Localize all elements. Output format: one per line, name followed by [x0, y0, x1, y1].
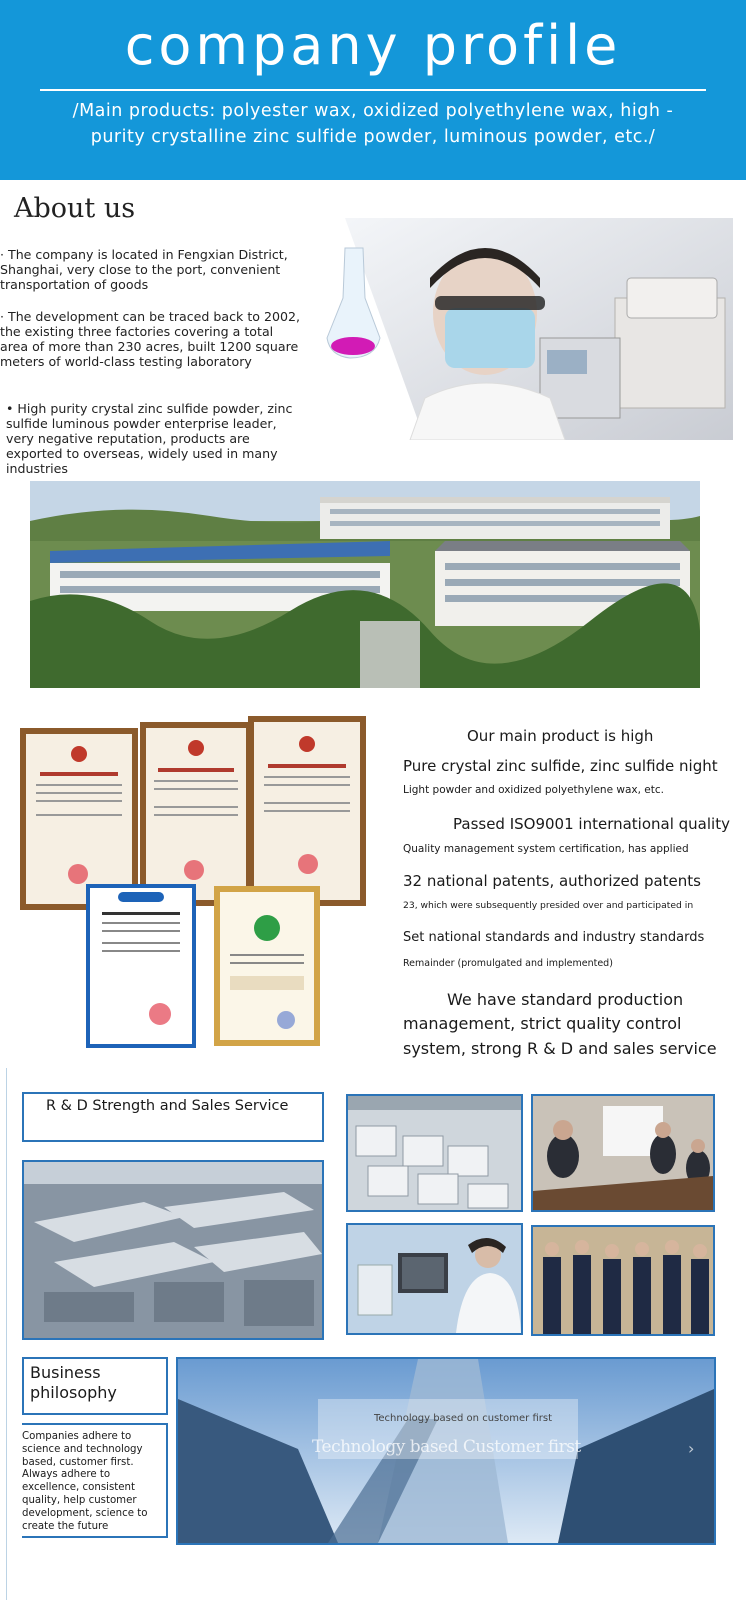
- product-line: system, strong R & D and sales service: [403, 1039, 717, 1058]
- rd-section-title: R & D Strength and Sales Service: [22, 1092, 324, 1142]
- certificate-4: [88, 886, 194, 1046]
- scientist-photo: [346, 1223, 523, 1335]
- about-title: About us: [14, 193, 136, 224]
- certificates-collage: [18, 714, 372, 1050]
- header-banner: [0, 0, 746, 180]
- product-line: Pure crystal zinc sulfide, zinc sulfide night: [403, 757, 718, 775]
- product-line: 23, which were subsequently presided over and participated in: [403, 900, 694, 911]
- philosophy-text: Companies adhere to science and technology based, customer first. Always adhere to excellence, consistent quality, help customer development, science to create the future: [22, 1423, 168, 1538]
- product-line: Set national standards and industry standards: [403, 930, 705, 945]
- title-divider: [40, 89, 706, 91]
- team-photo: [531, 1225, 715, 1336]
- subtitle-line-2: purity crystalline zinc sulfide powder, luminous powder, etc./: [90, 127, 656, 147]
- workshop-photo: [346, 1094, 523, 1212]
- product-line: Light powder and oxidized polyethylene wax, etc.: [403, 784, 664, 796]
- certificate-2: [140, 722, 252, 906]
- philosophy-title: Business philosophy: [22, 1357, 168, 1415]
- page-title: company profile: [124, 14, 622, 77]
- certificate-5: [214, 886, 320, 1046]
- certificate-3: [248, 716, 366, 906]
- about-paragraph-location: · The company is located in Fengxian District, Shanghai, very close to the port, convenient transportation of goods: [0, 247, 288, 292]
- philosophy-slide[interactable]: [176, 1357, 716, 1545]
- about-paragraph-history: · The development can be traced back to 2002, the existing three factories covering a total area of more than 230 acres, built 1200 square meters of world-class testing laboratory: [0, 309, 301, 369]
- product-line: Remainder (promulgated and implemented): [403, 958, 613, 969]
- lab-photo: [315, 218, 733, 440]
- aerial-factory-photo: [22, 1160, 324, 1340]
- product-line: management, strict quality control: [403, 1014, 682, 1033]
- slide-slogan: Technology based Customer first: [312, 1437, 581, 1457]
- product-line: Passed ISO9001 international quality: [453, 815, 730, 833]
- about-paragraph-leader: • High purity crystal zinc sulfide powder, zinc sulfide luminous powder enterprise leader, very negative reputation, products are exported to overseas, widely used in many industries: [6, 401, 293, 476]
- product-line: Our main product is high: [467, 727, 654, 745]
- certificate-1: [20, 728, 138, 910]
- next-arrow-icon[interactable]: ›: [688, 1439, 695, 1458]
- slide-caption: Technology based on customer first: [374, 1413, 553, 1424]
- factory-photo: [30, 481, 700, 688]
- subtitle-line-1: /Main products: polyester wax, oxidized polyethylene wax, high -: [72, 101, 674, 121]
- banner-subtitle: [30, 98, 716, 150]
- meeting-photo: [531, 1094, 715, 1212]
- product-line: We have standard production: [447, 990, 684, 1009]
- product-line: Quality management system certification, has applied: [403, 843, 689, 855]
- product-line: 32 national patents, authorized patents: [403, 872, 701, 890]
